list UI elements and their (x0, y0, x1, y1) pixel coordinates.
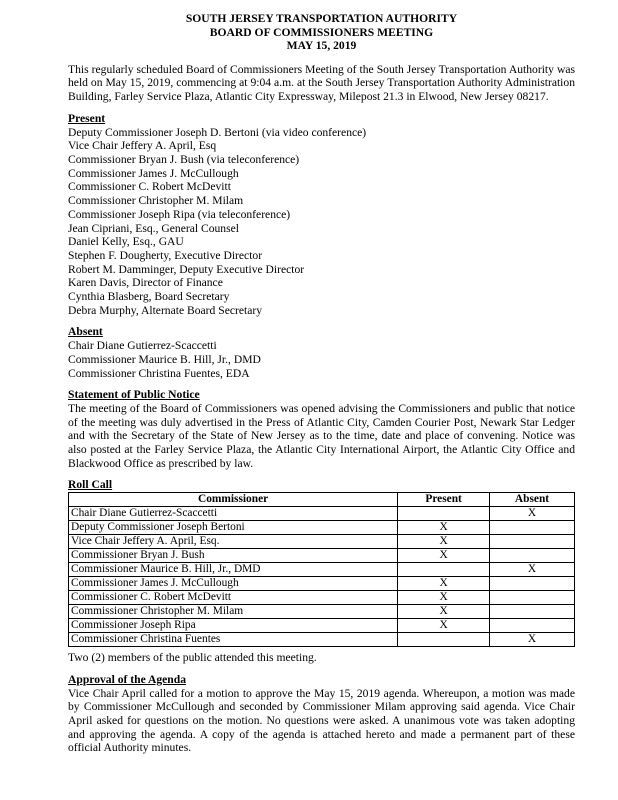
row-commissioner-name: Chair Diane Gutierrez-Scaccetti (69, 507, 398, 521)
row-absent-mark (490, 521, 575, 535)
row-present-mark (398, 633, 490, 647)
column-header-absent: Absent (490, 493, 575, 507)
column-header-commissioner: Commissioner (69, 493, 398, 507)
present-list (68, 126, 575, 318)
row-absent-mark (490, 577, 575, 591)
intro-paragraph: This regularly scheduled Board of Commissioners Meeting of the South Jersey Transportation Authority was held on May 15, 2019, commencing at 9:04 a.m. at the South Jersey Transportation Authority Administration Building, Farley Service Plaza, Atlantic City Expressway, Milepost 21.3 in Elwood, New Jersey 08217. (68, 62, 575, 104)
absent-item: Commissioner Christina Fuentes, EDA (68, 366, 250, 380)
header-organization: SOUTH JERSEY TRANSPORTATION AUTHORITY (185, 12, 458, 25)
present-heading: Present (68, 111, 106, 125)
present-item: Commissioner Christopher M. Milam (68, 194, 244, 208)
row-commissioner-name: Commissioner Christina Fuentes (69, 633, 398, 647)
row-present-mark: X (398, 605, 490, 619)
row-commissioner-name: Commissioner Christopher M. Milam (69, 605, 398, 619)
row-present-mark (398, 563, 490, 577)
table-row (69, 633, 575, 647)
row-present-mark: X (398, 577, 490, 591)
row-present-mark: X (398, 521, 490, 535)
table-row (69, 549, 575, 563)
present-item: Deputy Commissioner Joseph D. Bertoni (via video conference) (68, 125, 367, 139)
row-present-mark: X (398, 591, 490, 605)
row-absent-mark (490, 619, 575, 633)
roll-call-header-row (69, 493, 575, 507)
row-commissioner-name: Commissioner Joseph Ripa (69, 619, 398, 633)
table-row (69, 507, 575, 521)
absent-list (68, 339, 575, 380)
present-item: Commissioner Bryan J. Bush (via teleconference) (68, 153, 300, 166)
present-item: Stephen F. Dougherty, Executive Director (68, 248, 263, 262)
document-header (68, 12, 575, 53)
row-present-mark: X (398, 535, 490, 549)
public-notice-paragraph: The meeting of the Board of Commissioners was opened advising the Commissioners and public that notice of the meeting was duly advertised in the Press of Atlantic City, Camden Courier Post, Newark Star Ledger and with the Secretary of the State of New Jersey as to the time, date and place of convening. Notice was also posted at the Farley Service Plaza, the Atlantic City International Airport, the Atlantic City Office and Blackwood Office as prescribed by law. (68, 401, 575, 470)
table-row (69, 605, 575, 619)
roll-call-heading: Roll Call (68, 478, 113, 492)
row-commissioner-name: Commissioner Bryan J. Bush (69, 549, 398, 563)
row-absent-mark (490, 535, 575, 549)
row-present-mark: X (398, 549, 490, 563)
absent-item: Commissioner Maurice B. Hill, Jr., DMD (68, 352, 261, 366)
present-item: Commissioner Joseph Ripa (via teleconference) (68, 207, 291, 221)
row-present-mark (398, 507, 490, 521)
row-commissioner-name: Commissioner James J. McCullough (69, 577, 398, 591)
row-absent-mark: X (490, 563, 575, 577)
table-row (69, 521, 575, 535)
table-row (69, 563, 575, 577)
present-item: Cynthia Blasberg, Board Secretary (68, 290, 230, 304)
table-row (69, 591, 575, 605)
table-row (69, 619, 575, 633)
roll-call-table (68, 492, 575, 647)
public-attendance-note: Two (2) members of the public attended this meeting. (68, 651, 317, 665)
present-item: Commissioner James J. McCullough (68, 166, 239, 180)
row-commissioner-name: Commissioner C. Robert McDevitt (69, 591, 398, 605)
present-item: Robert M. Damminger, Deputy Executive Director (68, 262, 305, 276)
row-absent-mark: X (490, 633, 575, 647)
table-row (69, 577, 575, 591)
absent-heading: Absent (68, 325, 103, 339)
header-meeting-title: BOARD OF COMMISSIONERS MEETING (209, 25, 434, 39)
row-commissioner-name: Commissioner Maurice B. Hill, Jr., DMD (69, 563, 398, 577)
present-item: Daniel Kelly, Esq., GAU (68, 235, 184, 249)
row-commissioner-name: Deputy Commissioner Joseph Bertoni (69, 521, 398, 535)
agenda-paragraph: Vice Chair April called for a motion to approve the May 15, 2019 agenda. Whereupon, a motion was made by Commissioner McCullough and seconded by Commissioner Milam approving said agenda. Vice Chair April asked for questions on the motion. No questions were asked. A unanimous vote was taken adopting and approving the agenda. A copy of the agenda is attached hereto and made a permanent part of these official Authority minutes. (68, 686, 575, 755)
present-item: Commissioner C. Robert McDevitt (68, 180, 231, 194)
present-item: Jean Cipriani, Esq., General Counsel (68, 221, 239, 235)
row-absent-mark: X (490, 507, 575, 521)
row-absent-mark (490, 591, 575, 605)
present-item: Debra Murphy, Alternate Board Secretary (68, 303, 263, 317)
row-absent-mark (490, 549, 575, 563)
agenda-heading: Approval of the Agenda (68, 672, 186, 686)
present-item: Karen Davis, Director of Finance (68, 276, 223, 290)
row-absent-mark (490, 605, 575, 619)
column-header-present: Present (398, 493, 490, 507)
row-present-mark: X (398, 619, 490, 633)
table-row (69, 535, 575, 549)
absent-item: Chair Diane Gutierrez-Scaccetti (68, 339, 217, 353)
header-date: MAY 15, 2019 (286, 39, 357, 53)
document-page (68, 12, 575, 755)
public-notice-heading: Statement of Public Notice (68, 388, 200, 402)
row-commissioner-name: Vice Chair Jeffery A. April, Esq. (69, 535, 398, 549)
present-item: Vice Chair Jeffery A. April, Esq (68, 139, 217, 153)
